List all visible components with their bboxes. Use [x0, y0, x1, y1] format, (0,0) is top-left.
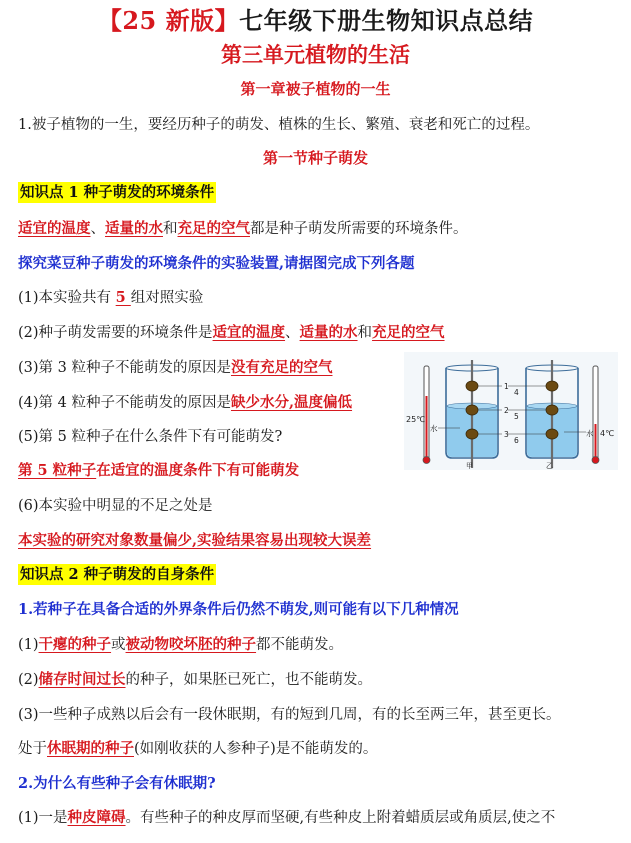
temp-right: 4℃: [600, 429, 615, 438]
item-tail: 都不能萌发。: [256, 637, 344, 653]
seed-2: [466, 405, 478, 415]
item-tail: 的种子，如果胚已死亡，也不能萌发。: [125, 672, 373, 688]
water-label-right: 水: [586, 429, 594, 438]
seed-number: 5: [514, 412, 519, 421]
answer-2a: 适宜的温度: [212, 324, 286, 341]
kp2-label: 知识点 2 种子萌发的自身条件: [20, 566, 215, 583]
term-water: 适量的水: [105, 220, 163, 237]
kp2-item-1: [18, 634, 343, 656]
seed-6: [546, 429, 558, 439]
seed-number: 1: [504, 382, 509, 391]
separator: 、: [90, 221, 105, 237]
question-4: [18, 392, 352, 414]
unit-title: 第三单元植物的生活: [221, 42, 410, 67]
term-air: 充足的空气: [177, 220, 250, 237]
beaker-right-label: 乙: [546, 462, 553, 470]
seed-number: 4: [514, 388, 519, 397]
answer-2c: 充足的空气: [372, 324, 445, 341]
seed-number: 3: [504, 430, 509, 439]
separator: 或: [111, 637, 126, 653]
kp2-item-5: [18, 807, 555, 829]
question-3: [18, 357, 332, 379]
intro-paragraph: 1.被子植物的一生，要经历种子的萌发、植株的生长、繁殖、衰老和死亡的过程。: [18, 117, 540, 133]
question-1: [18, 287, 203, 309]
separator: 和: [163, 221, 178, 237]
question-2: [18, 322, 445, 344]
answer-6: 本实验的研究对象数量偏少,实验结果容易出现较大误差: [18, 532, 372, 549]
title-main: 七年级下册生物知识点总结: [239, 6, 534, 35]
kp2-question-2: 2.为什么有些种子会有休眠期?: [18, 775, 216, 792]
kp2-item-4: [18, 738, 377, 760]
separator: 、: [285, 325, 300, 341]
separator: 和: [357, 325, 373, 341]
answer-5-condition: 在适宜的温度条件下有可能萌发: [96, 462, 300, 479]
answer-3: 没有充足的空气: [230, 359, 333, 376]
item-tail: (如刚收获的人参种子)是不能萌发的。: [134, 741, 378, 757]
item-prefix: (1)一是: [18, 810, 68, 826]
seed-3: [466, 429, 478, 439]
term-temperature: 适宜的温度: [18, 220, 91, 237]
item-prefix: 处于: [18, 741, 47, 757]
question-5: (5)第 5 粒种子在什么条件下有可能萌发?: [18, 429, 283, 445]
item-prefix: (1): [18, 637, 39, 653]
answer-5-subject: 第 5 粒种子: [18, 462, 97, 479]
answer-4: 缺少水分,温度偏低: [230, 394, 353, 411]
question-text: (3)第 3 粒种子不能萌发的原因是: [18, 360, 231, 376]
water-label-left: 水: [430, 424, 438, 433]
seed-4: [546, 381, 558, 391]
term-seed-coat-barrier: 种皮障碍: [67, 809, 126, 826]
question-text: (2)种子萌发需要的环境条件是: [18, 325, 213, 341]
experiment-title: 探究菜豆种子萌发的环境条件的实验装置,请据图完成下列各题: [18, 255, 415, 272]
question-text: (1)本实验共有: [18, 290, 116, 306]
thermometer-right-icon: [592, 366, 599, 464]
seed-number: 2: [504, 406, 509, 415]
question-6: (6)本实验中明显的不足之处是: [18, 498, 213, 514]
term-long-storage: 储存时间过长: [38, 671, 126, 688]
kp2-item-3: (3)一些种子成熟以后会有一段休眠期，有的短到几周，有的长至两三年，甚至更长。: [18, 707, 561, 723]
kp2-question-1: 1.若种子在具备合适的外界条件后仍然不萌发,则可能有以下几种情况: [18, 601, 459, 618]
term-shriveled-seed: 干瘪的种子: [38, 636, 112, 653]
item-tail: 。有些种子的种皮厚而坚硬,有些种皮上附着蜡质层或角质层,使之不: [125, 810, 556, 826]
question-text: (4)第 4 粒种子不能萌发的原因是: [18, 395, 231, 411]
chapter-title: 第一章被子植物的一生: [240, 80, 391, 98]
kp1-heading: [18, 182, 216, 204]
term-damaged-embryo: 被动物咬坏胚的种子: [125, 636, 257, 653]
kp1-label: 知识点 1 种子萌发的环境条件: [20, 184, 215, 201]
title-tag: 【25 新版】: [97, 6, 240, 35]
kp2-heading: [18, 564, 216, 586]
statement-tail: 都是种子萌发所需要的环境条件。: [250, 221, 468, 237]
section-title: 第一节种子萌发: [262, 149, 368, 167]
seed-1: [466, 381, 478, 391]
kp2-item-2: [18, 669, 372, 691]
question-text: 组对照实验: [130, 290, 204, 306]
experiment-figure: [404, 352, 618, 470]
item-prefix: (2): [18, 672, 39, 688]
beaker-left-label: 甲: [466, 462, 473, 470]
answer-2b: 适量的水: [299, 324, 358, 341]
term-dormant-seed: 休眠期的种子: [47, 740, 134, 757]
temp-left: 25℃: [406, 415, 426, 424]
kp1-statement: [18, 218, 468, 240]
page-title: [0, 4, 631, 38]
seed-5: [546, 405, 558, 415]
figure-background: [404, 352, 618, 470]
answer-1: 5: [115, 289, 131, 306]
answer-5: [18, 460, 299, 482]
seed-number: 6: [514, 436, 519, 445]
